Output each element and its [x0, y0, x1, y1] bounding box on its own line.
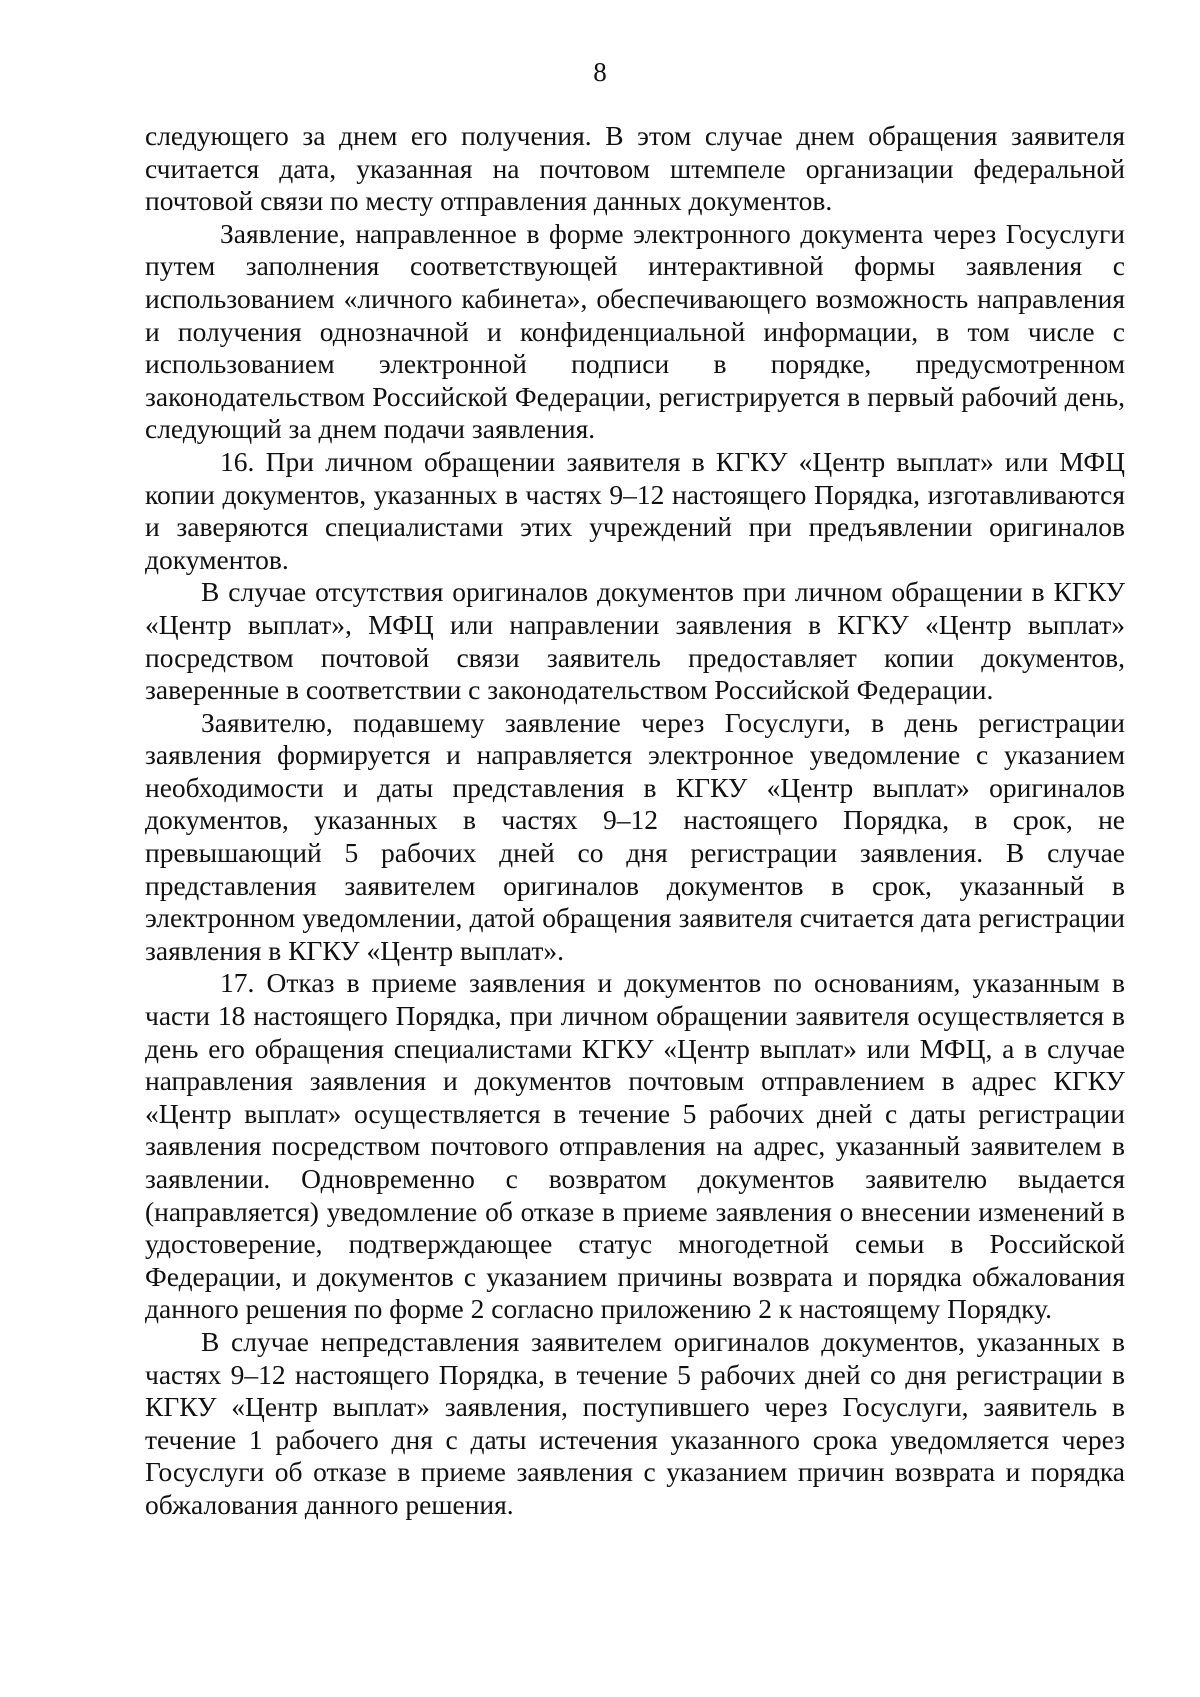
paragraph-electronic-application: Заявление, направленное в форме электронного документа через Госуслуги путем заполнения соответствующей интерактивной формы заявления с использованием «личного кабинета», обеспечивающего возможность направления и получения однозначной и конфиденциальной информации, в том числе с использованием электронной подписи в порядке, предусмотренном законодательством Российской Федерации, регистрируется в первый рабочий день, следующий за днем подачи заявления. [145, 217, 1125, 445]
paragraph-continuation: следующего за днем его получения. В этом случае днем обращения заявителя считается дата, указанная на почтовом штемпеле организации федеральной почтовой связи по месту отправления данных документов. [145, 120, 1125, 217]
paragraph-section-16: 16. При личном обращении заявителя в КГКУ «Центр выплат» или МФЦ копии документов, указанных в частях 9–12 настоящего Порядка, изготавливаются и заверяются специалистами этих учреждений при предъявлении оригиналов документов. [145, 445, 1125, 575]
document-body [145, 120, 1125, 1522]
page-number: 8 [593, 57, 607, 87]
paragraph-non-submission: В случае непредставления заявителем оригиналов документов, указанных в частях 9–12 настоящего Порядка, в течение 5 рабочих дней со дня регистрации в КГКУ «Центр выплат» заявления, поступившего через Госуслуги, заявитель в течение 1 рабочего дня с даты истечения указанного срока уведомляется через Госуслуги об отказе в приеме заявления с указанием причин возврата и порядка обжалования данного решения. [145, 1325, 1125, 1520]
paragraph-missing-originals: В случае отсутствия оригиналов документов при личном обращении в КГКУ «Центр выплат», МФЦ или направлении заявления в КГКУ «Центр выплат» посредством почтовой связи заявитель предоставляет копии документов, заверенные в соответствии с законодательством Российской Федерации. [145, 576, 1125, 706]
paragraph-gosuslugi-notification: Заявителю, подавшему заявление через Госуслуги, в день регистрации заявления формируется и направляется электронное уведомление с указанием необходимости и даты представления в КГКУ «Центр выплат» оригиналов документов, указанных в частях 9–12 настоящего Порядка, в срок, не превышающий 5 рабочих дней со дня регистрации заявления. В случае представления заявителем оригиналов документов в срок, указанный в электронном уведомлении, датой обращения заявителя считается дата регистрации заявления в КГКУ «Центр выплат». [145, 706, 1125, 966]
paragraph-section-17: 17. Отказ в приеме заявления и документов по основаниям, указанным в части 18 настоящего Порядка, при личном обращении заявителя осуществляется в день его обращения специалистами КГКУ «Центр выплат» или МФЦ, а в случае направления заявления и документов почтовым отправлением в адрес КГКУ «Центр выплат» осуществляется в течение 5 рабочих дней с даты регистрации заявления посредством почтового отправления на адрес, указанный заявителем в заявлении. Одновременно с возвратом документов заявителю выдается (направляется) уведомление об отказе в приеме заявления о внесении изменений в удостоверение, подтверждающее статус многодетной семьи в Российской Федерации, и документов с указанием причины возврата и порядка обжалования данного решения по форме 2 согласно приложению 2 к настоящему Порядку. [145, 967, 1125, 1325]
